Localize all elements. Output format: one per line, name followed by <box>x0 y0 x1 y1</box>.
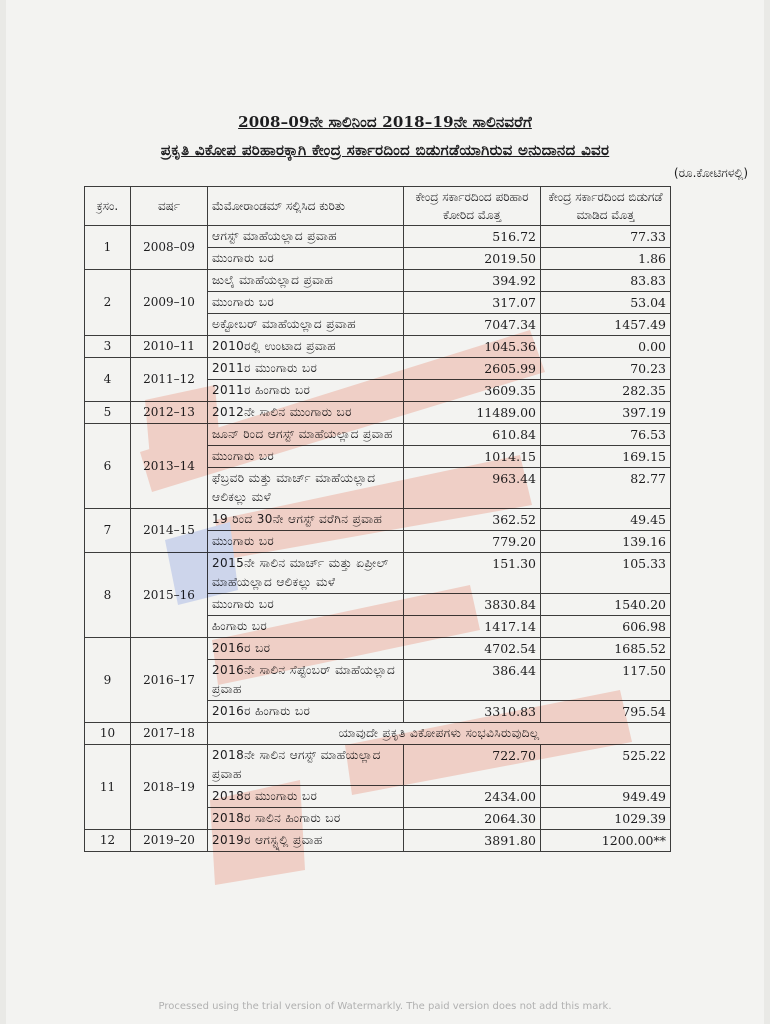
cell-year: 2015–16 <box>131 553 208 638</box>
cell-year: 2017–18 <box>131 723 208 745</box>
cell-memo: 2018ರ ಸಾಲಿನ ಹಿಂಗಾರು ಬರ <box>208 808 404 830</box>
table-row <box>85 830 671 852</box>
cell-requested: 963.44 <box>404 468 541 509</box>
cell-sl: 10 <box>85 723 131 745</box>
cell-memo: 2012ನೇ ಸಾಲಿನ ಮುಂಗಾರು ಬರ <box>208 402 404 424</box>
cell-requested: 7047.34 <box>404 314 541 336</box>
table-row <box>85 270 671 292</box>
cell-memo: ಜುಲೈ ಮಾಹೆಯಲ್ಲಾದ ಪ್ರವಾಹ <box>208 270 404 292</box>
cell-memo: ಮುಂಗಾರು ಬರ <box>208 292 404 314</box>
cell-released: 169.15 <box>541 446 671 468</box>
cell-requested: 317.07 <box>404 292 541 314</box>
cell-released: 1200.00** <box>541 830 671 852</box>
table-header-row <box>85 187 671 226</box>
cell-memo: 2015ನೇ ಸಾಲಿನ ಮಾರ್ಚ್ ಮತ್ತು ಏಪ್ರೀಲ್ ಮಾಹೆಯಲ್ಲಾದ ಆಲಿಕಲ್ಲು ಮಳೆ <box>208 553 404 594</box>
cell-released: 105.33 <box>541 553 671 594</box>
cell-sl: 2 <box>85 270 131 336</box>
cell-released: 70.23 <box>541 358 671 380</box>
cell-requested: 2605.99 <box>404 358 541 380</box>
cell-requested: 1045.36 <box>404 336 541 358</box>
cell-released: 1029.39 <box>541 808 671 830</box>
cell-memo: 2016ರ ಹಿಂಗಾರು ಬರ <box>208 701 404 723</box>
cell-requested: 2019.50 <box>404 248 541 270</box>
cell-year: 2009–10 <box>131 270 208 336</box>
cell-memo: ಆಗಸ್ಟ್ ಮಾಹೆಯಲ್ಲಾದ ಪ್ರವಾಹ <box>208 226 404 248</box>
unit-note: (ರೂ.ಕೋಟಿಗಳಲ್ಲಿ) <box>673 166 748 180</box>
table-row <box>85 402 671 424</box>
cell-year: 2011–12 <box>131 358 208 402</box>
cell-requested: 2434.00 <box>404 786 541 808</box>
document-subtitle: ಪ್ರಕೃತಿ ವಿಕೋಪ ಪರಿಹಾರಕ್ಕಾಗಿ ಕೇಂದ್ರ ಸರ್ಕಾರದಿಂದ ಬಿಡುಗಡೆಯಾಗಿರುವ ಅನುದಾನದ ವಿವರ <box>160 141 610 159</box>
cell-released: 1540.20 <box>541 594 671 616</box>
cell-year: 2014–15 <box>131 509 208 553</box>
cell-requested: 1417.14 <box>404 616 541 638</box>
cell-year: 2008–09 <box>131 226 208 270</box>
cell-sl: 5 <box>85 402 131 424</box>
table-body <box>85 226 671 852</box>
cell-released: 606.98 <box>541 616 671 638</box>
cell-released: 53.04 <box>541 292 671 314</box>
cell-requested: 2064.30 <box>404 808 541 830</box>
cell-sl: 8 <box>85 553 131 638</box>
cell-requested: 11489.00 <box>404 402 541 424</box>
cell-released: 0.00 <box>541 336 671 358</box>
table-row <box>85 358 671 380</box>
cell-memo: 2016ರ ಬರ <box>208 638 404 660</box>
cell-released: 525.22 <box>541 745 671 786</box>
cell-sl: 1 <box>85 226 131 270</box>
table-row <box>85 553 671 594</box>
cell-sl: 7 <box>85 509 131 553</box>
cell-released: 76.53 <box>541 424 671 446</box>
cell-memo: ಅಕ್ಟೋಬರ್ ಮಾಹೆಯಲ್ಲಾದ ಪ್ರವಾಹ <box>208 314 404 336</box>
cell-memo: 19 ರಿಂದ 30ನೇ ಆಗಸ್ಟ್ ವರೆಗಿನ ಪ್ರವಾಹ <box>208 509 404 531</box>
cell-released: 282.35 <box>541 380 671 402</box>
table-row <box>85 226 671 248</box>
table-row <box>85 723 671 745</box>
cell-year: 2013–14 <box>131 424 208 509</box>
table-row <box>85 509 671 531</box>
cell-memo: 2010ರಲ್ಲಿ ಉಂಟಾದ ಪ್ರವಾಹ <box>208 336 404 358</box>
cell-released: 82.77 <box>541 468 671 509</box>
cell-year: 2018–19 <box>131 745 208 830</box>
header-memo: ಮೆಮೋರಾಂಡಮ್ ಸಲ್ಲಿಸಿದ ಕುರಿತು <box>208 187 404 226</box>
table-row <box>85 336 671 358</box>
cell-released: 117.50 <box>541 660 671 701</box>
cell-requested: 3830.84 <box>404 594 541 616</box>
cell-requested: 394.92 <box>404 270 541 292</box>
cell-memo: ಹಿಂಗಾರು ಬರ <box>208 616 404 638</box>
cell-year: 2019–20 <box>131 830 208 852</box>
cell-released: 949.49 <box>541 786 671 808</box>
cell-requested: 386.44 <box>404 660 541 701</box>
cell-year: 2012–13 <box>131 402 208 424</box>
header-sl: ಕ್ರಸಂ. <box>85 187 131 226</box>
cell-requested: 722.70 <box>404 745 541 786</box>
cell-sl: 6 <box>85 424 131 509</box>
cell-requested: 151.30 <box>404 553 541 594</box>
cell-memo: 2011ರ ಹಿಂಗಾರು ಬರ <box>208 380 404 402</box>
cell-memo: ಮುಂಗಾರು ಬರ <box>208 446 404 468</box>
header-year: ವರ್ಷ <box>131 187 208 226</box>
table-row <box>85 638 671 660</box>
cell-memo: ಮುಂಗಾರು ಬರ <box>208 248 404 270</box>
cell-released: 795.54 <box>541 701 671 723</box>
cell-memo: 2019ರ ಆಗಸ್ಟ್ನಲ್ಲಿ ಪ್ರವಾಹ <box>208 830 404 852</box>
cell-memo: ಮುಂಗಾರು ಬರ <box>208 594 404 616</box>
document-title: 2008–09ನೇ ಸಾಲಿನಿಂದ 2018–19ನೇ ಸಾಲಿನವರೆಗೆ <box>238 113 532 131</box>
cell-sl: 11 <box>85 745 131 830</box>
cell-released: 83.83 <box>541 270 671 292</box>
cell-requested: 3891.80 <box>404 830 541 852</box>
cell-year: 2010–11 <box>131 336 208 358</box>
cell-requested: 516.72 <box>404 226 541 248</box>
cell-released: 1685.52 <box>541 638 671 660</box>
cell-requested: 610.84 <box>404 424 541 446</box>
cell-year: 2016–17 <box>131 638 208 723</box>
cell-sl: 9 <box>85 638 131 723</box>
cell-released: 139.16 <box>541 531 671 553</box>
cell-sl: 3 <box>85 336 131 358</box>
cell-released: 77.33 <box>541 226 671 248</box>
cell-requested: 1014.15 <box>404 446 541 468</box>
table-row <box>85 745 671 786</box>
cell-released: 49.45 <box>541 509 671 531</box>
watermark-footer: Processed using the trial version of Watermarkly. The paid version does not add this mark. <box>158 1001 612 1012</box>
cell-sl: 4 <box>85 358 131 402</box>
cell-requested: 779.20 <box>404 531 541 553</box>
cell-memo: ಮುಂಗಾರು ಬರ <box>208 531 404 553</box>
grants-table <box>84 186 671 852</box>
cell-released: 1457.49 <box>541 314 671 336</box>
cell-memo: ಫೆಬ್ರವರಿ ಮತ್ತು ಮಾರ್ಚ್ ಮಾಹೆಯಲ್ಲಾದ ಆಲಿಕಲ್ಲು ಮಳೆ <box>208 468 404 509</box>
cell-released: 1.86 <box>541 248 671 270</box>
cell-released: 397.19 <box>541 402 671 424</box>
cell-sl: 12 <box>85 830 131 852</box>
cell-requested: 3310.83 <box>404 701 541 723</box>
cell-memo: 2011ರ ಮುಂಗಾರು ಬರ <box>208 358 404 380</box>
cell-requested: 362.52 <box>404 509 541 531</box>
cell-memo: 2016ನೇ ಸಾಲಿನ ಸೆಪ್ಟೆಂಬರ್ ಮಾಹೆಯಲ್ಲಾದ ಪ್ರವಾಹ <box>208 660 404 701</box>
cell-requested: 3609.35 <box>404 380 541 402</box>
cell-note: ಯಾವುದೇ ಪ್ರಕೃತಿ ವಿಕೋಪಗಳು ಸಂಭವಿಸಿರುವುದಿಲ್ಲ <box>208 723 671 745</box>
header-released: ಕೇಂದ್ರ ಸರ್ಕಾರದಿಂದ ಬಿಡುಗಡೆ ಮಾಡಿದ ಮೊತ್ತ <box>541 187 671 226</box>
header-requested: ಕೇಂದ್ರ ಸರ್ಕಾರದಿಂದ ಪರಿಹಾರ ಕೋರಿದ ಮೊತ್ತ <box>404 187 541 226</box>
cell-requested: 4702.54 <box>404 638 541 660</box>
cell-memo: ಜೂನ್ ರಿಂದ ಆಗಸ್ಟ್ ಮಾಹೆಯಲ್ಲಾದ ಪ್ರವಾಹ <box>208 424 404 446</box>
table-row <box>85 424 671 446</box>
cell-memo: 2018ನೇ ಸಾಲಿನ ಆಗಸ್ಟ್ ಮಾಹೆಯಲ್ಲಾದ ಪ್ರವಾಹ <box>208 745 404 786</box>
cell-memo: 2018ರ ಮುಂಗಾರು ಬರ <box>208 786 404 808</box>
